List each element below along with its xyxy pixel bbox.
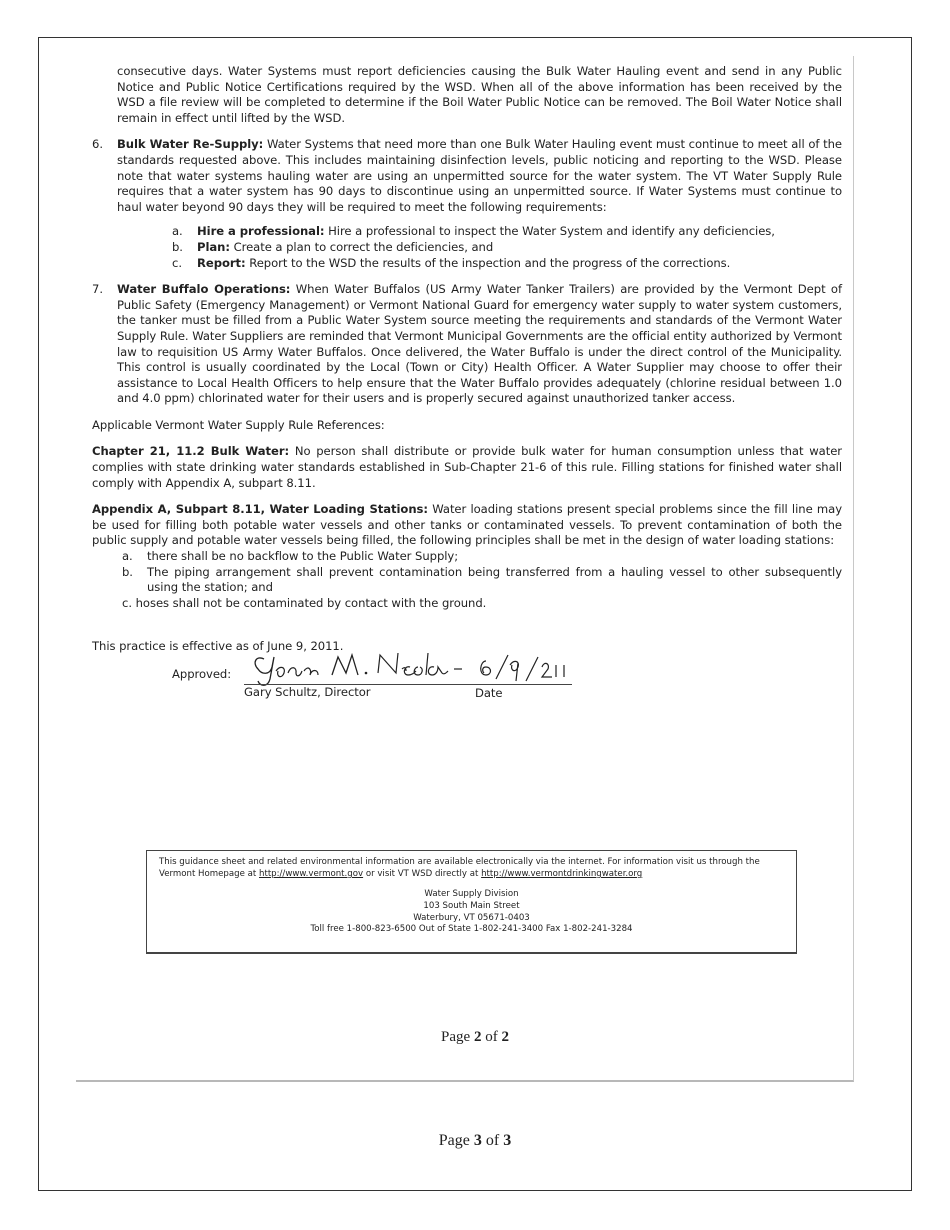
subitem-b: b. Plan: Create a plan to correct the deficiencies, and (172, 239, 494, 254)
appendix-item-b: b. The piping arrangement shall prevent contamination being transferred from a hauling vessel to other subsequently using the station; and (122, 564, 842, 595)
outer-page-number: Page 3 of 3 (438, 1132, 512, 1149)
address-line: 103 South Main Street (423, 900, 520, 911)
item-7-number: 7. (92, 282, 103, 297)
item-6-number: 6. (92, 137, 103, 152)
item-6 (92, 137, 842, 215)
wsd-website-link[interactable]: http://www.vermontdrinkingwater.org (481, 869, 643, 879)
info-box-text: This guidance sheet and related environmental information are available electronically via the internet. For information visit us through the Vermont Homepage at http://www.vermont.gov or visit VT WSD directly at http://www.vermontdrinkingwater.org (159, 857, 760, 879)
approved-label: Approved: (172, 667, 232, 681)
item-6-text: Bulk Water Re-Supply: Water Systems that need more than one Bulk Water Hauling event must continue to meet all of the standards requested above. This includes maintaining disinfection levels, public noticing and reporting to the WSD. Please note that water systems hauling water are using an unpermitted source for the water system. The VT Water Supply Rule requires that a water system has 90 days to discontinue using an unpermitted source. If Water Systems must continue to haul water beyond 90 days they will be required to meet the following requirements: (117, 137, 842, 214)
appendix-a-list (92, 549, 842, 611)
item-6-sublist (92, 224, 842, 271)
appendix-item-a: a. there shall be no backflow to the Public Water Supply; (122, 549, 459, 564)
chapter-21-heading: Chapter 21, 11.2 Bulk Water: (92, 444, 290, 459)
appendix-item-c: c. hoses shall not be contaminated by contact with the ground. (122, 595, 487, 610)
subitem-a: a. Hire a professional: Hire a professional to inspect the Water System and identify any deficiencies, (172, 224, 775, 239)
document-body (92, 64, 842, 699)
date-label: Date (475, 686, 503, 700)
continuation-paragraph: consecutive days. Water Systems must report deficiencies causing the Bulk Water Hauling event and send in any Public Notice and Public Notice Certifications required by the WSD. When all of the above information has been received by the WSD a file review will be completed to determine if the Boil Water Public Notice can be removed. The Boil Water Notice shall remain in effect until lifted by the WSD. (117, 64, 842, 125)
signer-name: Gary Schultz, Director (244, 685, 371, 699)
item-6-heading: Bulk Water Re-Supply: (117, 137, 264, 152)
appendix-a-heading: Appendix A, Subpart 8.11, Water Loading Stations: (92, 502, 428, 517)
vermont-homepage-link[interactable]: http://www.vermont.gov (259, 869, 364, 879)
approval-block (92, 655, 842, 699)
address-line: Toll free 1-800-823-6500 Out of State 1-802-241-3400 Fax 1-802-241-3284 (310, 924, 633, 935)
info-box (146, 850, 797, 954)
effective-date-statement: This practice is effective as of June 9, 2011. (92, 639, 344, 654)
address-block (159, 889, 784, 936)
item-7-heading: Water Buffalo Operations: (117, 282, 291, 297)
address-line: Waterbury, VT 05671-0403 (413, 912, 530, 923)
appendix-a-paragraph: Appendix A, Subpart 8.11, Water Loading Stations: Water loading stations present special problems since the fill line may be used for filling both potable water vessels and other tanks or contaminated vessels. To prevent contamination of both the public supply and potable water vessels being filled, the following principles shall be met in the design of water loading stations: (92, 502, 842, 548)
item-7 (92, 282, 842, 407)
chapter-21-paragraph: Chapter 21, 11.2 Bulk Water: No person shall distribute or provide bulk water for human consumption unless that water complies with state drinking water standards established in Sub-Chapter 21-6 of this rule. Filling stations for finished water shall comply with Appendix A, subpart 8.11. (92, 444, 842, 490)
subitem-c: c. Report: Report to the WSD the results of the inspection and the progress of the corrections. (172, 255, 731, 270)
references-intro: Applicable Vermont Water Supply Rule References: (92, 417, 385, 432)
handwritten-signature (246, 649, 576, 689)
address-line: Water Supply Division (424, 889, 519, 899)
item-7-text: Water Buffalo Operations: When Water Buffalos (US Army Water Tanker Trailers) are provided by the Vermont Dept of Public Safety (Emergency Management) or Vermont National Guard for emergency water supply to water system customers, the tanker must be filled from a Public Water System source meeting the requirements and standards of the Vermont Water Supply Rule. Water Suppliers are reminded that Vermont Municipal Governments are the official entity authorized by Vermont law to requisition US Army Water Buffalos. Once delivered, the Water Buffalo is under the direct control of the Municipality. This control is usually coordinated by the Local (Town or City) Health Officer. A Water Supplier may choose to offer their assistance to Local Health Officers to help ensure that the Water Buffalo provides adequately (chlorine residual between 1.0 and 4.0 ppm) chlorinated water for their users and is properly secured against unauthorized tanker access. (117, 282, 843, 406)
inner-page-number: Page 2 of 2 (441, 1029, 509, 1045)
